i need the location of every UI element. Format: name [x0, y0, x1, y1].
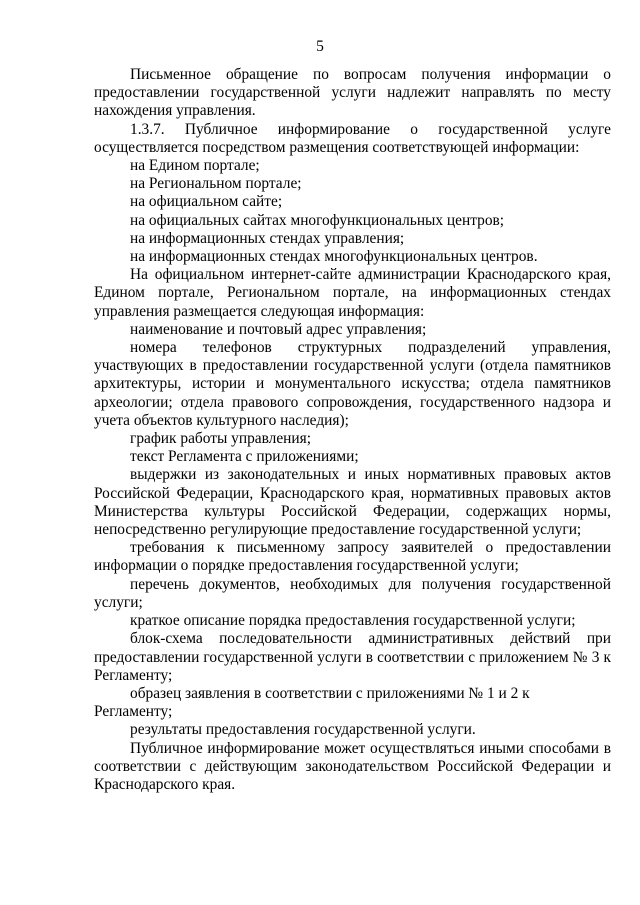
list-item-unified-portal: на Едином портале;: [130, 157, 260, 175]
list-item-name-address: наименование и почтовый адрес управления;: [130, 320, 427, 338]
list-item-phone-numbers: номера телефонов структурных подразделений управления, участвующих в предоставлении государственной услуги (отдела памятников архитектуры, истории и монументального искусства; отдела памятников археологии; отдела правового сопровождения, государственного надзора и учета объектов культурного наследия);: [94, 339, 611, 429]
paragraph-written-appeal: Письменное обращение по вопросам получения информации о предоставлении государственной услуги надлежит направлять по месту нахождения управления.: [94, 66, 611, 120]
list-item-work-schedule: график работы управления;: [130, 430, 311, 448]
list-item-official-site: на официальном сайте;: [130, 193, 283, 211]
paragraph-posted-information: На официальном интернет-сайте администрации Краснодарского края, Едином портале, Региональном портале, на информационных стендах управления размещается следующая информация:: [94, 266, 611, 320]
list-item-regulation-text: текст Регламента с приложениями;: [130, 448, 359, 466]
list-item-mfc-stands: на информационных стендах многофункциональных центров.: [130, 248, 538, 266]
list-item-documents-list: перечень документов, необходимых для получения государственной услуги;: [94, 575, 611, 611]
list-item-regional-portal: на Региональном портале;: [130, 175, 302, 193]
list-item-legal-extracts: выдержки из законодательных и иных нормативных правовых актов Российской Федерации, Краснодарского края, нормативных правовых актов Министерства культуры Российской Федерации, содержащих нормы, непосредственно регулирующие предоставление государственной услуги;: [94, 466, 611, 539]
paragraph-public-informing-intro: 1.3.7. Публичное информирование о государственной услуге осуществляется посредством размещения соответствующей информации:: [94, 120, 611, 156]
list-item-department-stands: на информационных стендах управления;: [130, 229, 405, 247]
list-item-service-results: результаты предоставления государственной услуги.: [130, 721, 476, 739]
document-body: [94, 66, 611, 794]
list-item-mfc-sites: на официальных сайтах многофункциональных центров;: [130, 211, 505, 229]
list-item-flowchart: блок-схема последовательности административных действий при предоставлении государственной услуги в соответствии с приложением № 3 к Регламенту;: [94, 630, 611, 684]
list-item-procedure-description: краткое описание порядка предоставления государственной услуги;: [130, 612, 576, 630]
list-item-application-sample: образец заявления в соответствии с приложениями № 1 и 2 к Регламенту;: [94, 684, 530, 721]
paragraph-other-methods: Публичное информирование может осуществляться иными способами в соответствии с действующим законодательством Российской Федерации и Краснодарского края.: [94, 739, 611, 793]
list-item-request-requirements: требования к письменному запросу заявителей о предоставлении информации о порядке предоставления государственной услуги;: [94, 539, 611, 575]
page-number: 5: [316, 38, 324, 55]
